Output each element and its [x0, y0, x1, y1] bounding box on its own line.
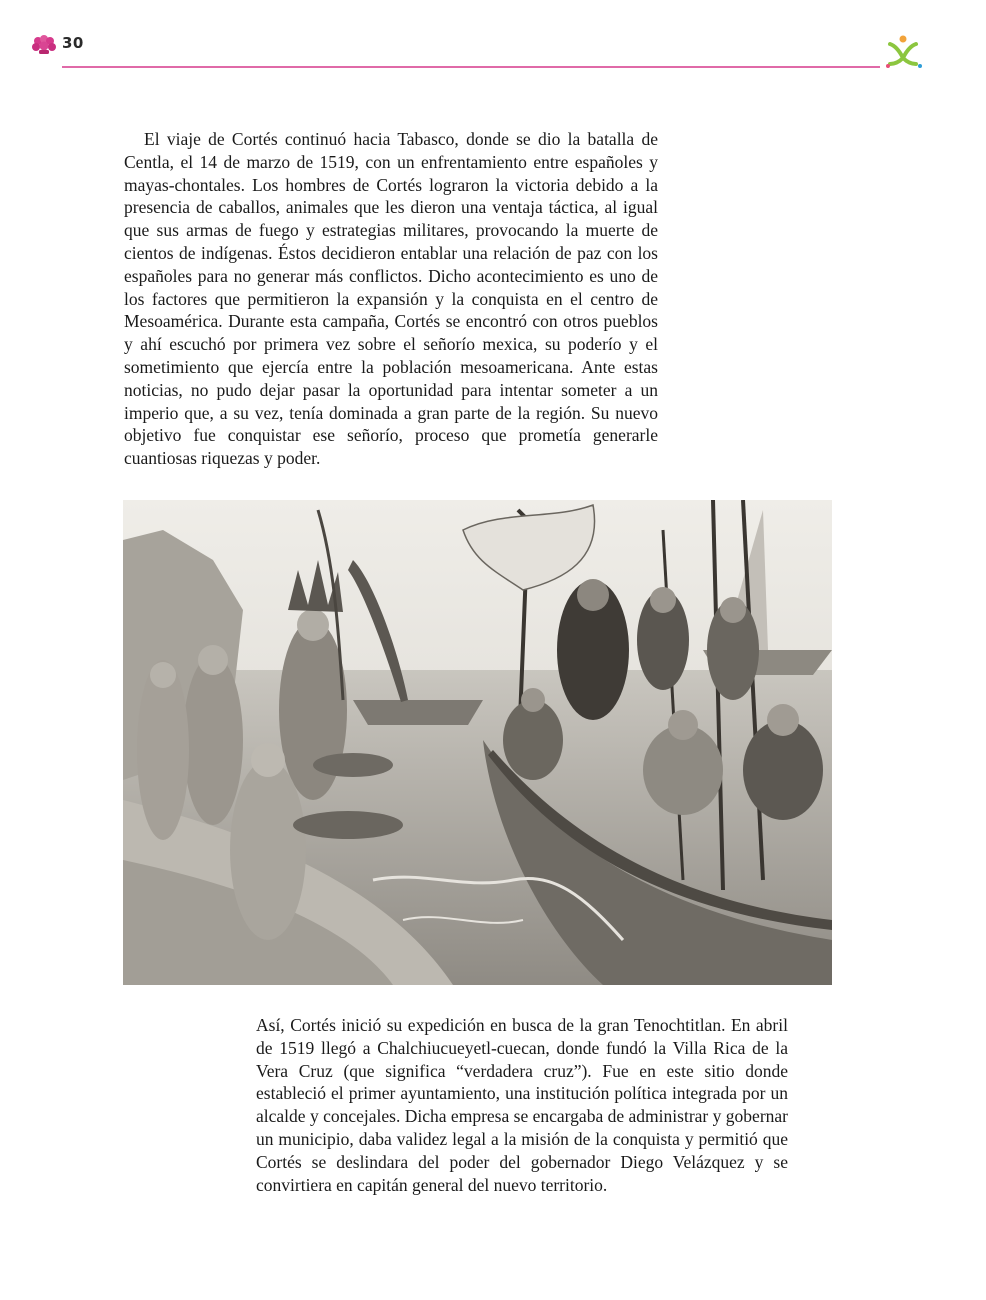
page-header: [0, 0, 986, 80]
green-sprout-logo-icon: [882, 34, 924, 70]
engraving-illustration-icon: [123, 500, 832, 985]
header-rule: [62, 66, 880, 68]
paragraph-1: El viaje de Cortés continuó hacia Tabasco, donde se dio la batalla de Centla, el 14 de marzo de 1519, con un enfrentamiento entre españoles y mayas-chontales. Los hombres de Cortés lograron la victoria debido a la presencia de caballos, animales que les dieron una ventaja táctica, al igual que sus armas de fuego y estrategias militares, provocando la muerte de cientos de indígenas. Éstos decidieron entablar una relación de paz con los españoles para no generar más conflictos. Dicho acontecimiento es uno de los factores que permitieron la expansión y la conquista en el centro de Mesoamérica. Durante esta campaña, Cortés se encontró con otros pueblos y ahí escuchó por primera vez sobre el señorío mexica, su poderío y el sometimiento que ejercía entre la población mesoamericana. Ante estas noticias, no pudo dejar pasar la oportunidad para intentar someter a un imperio que, a su vez, tenía dominada a gran parte de la región. Su nuevo objetivo fue conquistar ese señorío, proceso que prometía generarle cuantiosas riquezas y poder.: [124, 129, 658, 469]
paragraph-2: Así, Cortés inició su expedición en busca de la gran Tenochtitlan. En abril de 1519 llegó a Chalchiucueyetl-cuecan, donde fundó la Villa Rica de la Vera Cruz (que significa “verdadera cruz”). Fue en este sitio donde estableció el primer ayuntamiento, una institución política integrada por un alcalde y concejales. Dicha empresa se encargaba de administrar y gobernar un municipio, daba validez legal a la misión de la conquista y permitió que Cortés se deslindara del poder del gobernador Diego Velázquez y se convirtiera en capitán general del nuevo territorio.: [256, 1015, 788, 1195]
engraving-illustration: [123, 500, 832, 985]
page-number: 30: [62, 34, 84, 52]
pink-flower-logo-icon: [30, 34, 58, 56]
